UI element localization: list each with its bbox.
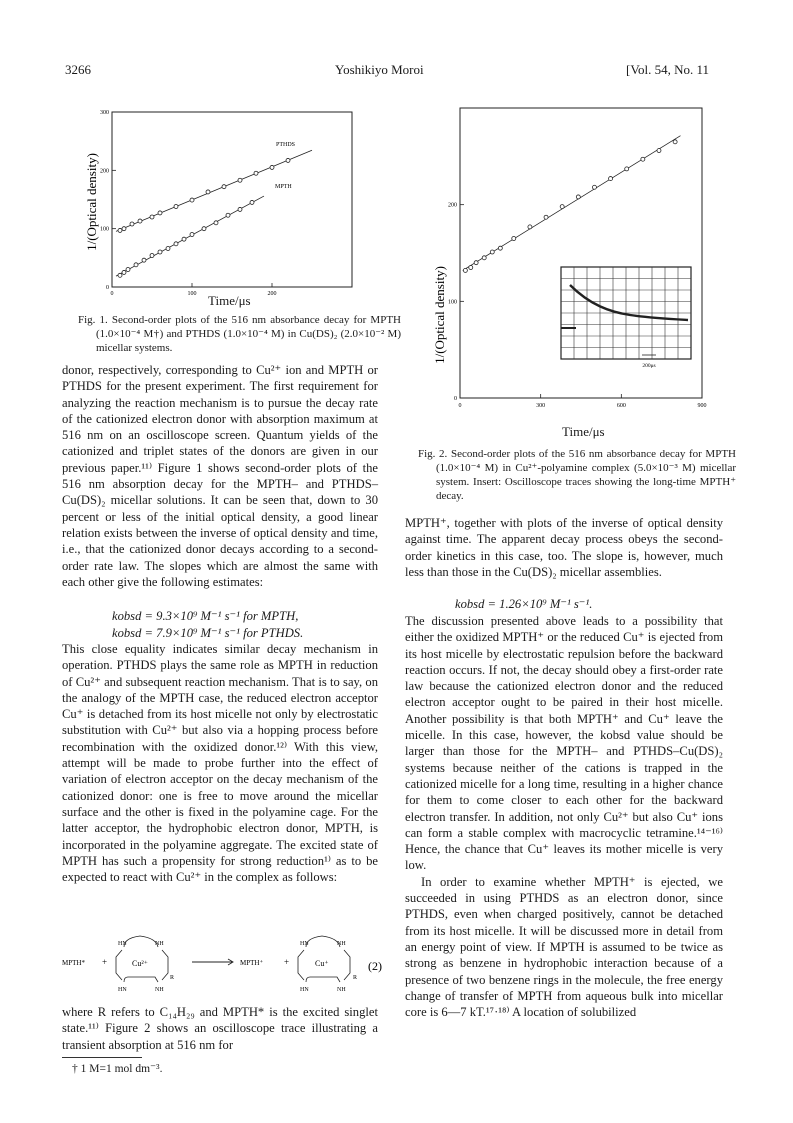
data-point-pthds: [254, 171, 258, 175]
x-tick-label: 300: [536, 403, 546, 409]
data-point-mpth: [134, 263, 138, 267]
data-point-mpth: [498, 246, 502, 250]
fit-line-mpth: [463, 136, 681, 271]
data-point-mpth: [202, 227, 206, 231]
x-tick-label: 100: [187, 291, 197, 297]
figure-1-caption: Fig. 1. Second-order plots of the 516 nm absorbance decay for MPTH (1.0×10⁻⁴ M†) and PTHDS (1.0×10⁻⁴ M) in Cu(DS)₂ (2.0×10⁻² M) micellar systems.: [78, 314, 401, 354]
y-tick-label: 100: [448, 299, 457, 306]
svg-text:Cu²⁺: Cu²⁺: [132, 959, 148, 968]
y-tick-label: 200: [448, 202, 457, 209]
data-point-mpth: [512, 237, 516, 241]
y-tick-label: 0: [106, 285, 109, 291]
svg-text:Cu⁺: Cu⁺: [315, 959, 329, 968]
data-point-mpth: [474, 261, 478, 265]
data-point-pthds: [270, 165, 274, 169]
right-paragraph-3: In order to examine whether MPTH⁺ is ejected, we succeeded in using PTHDS as an electron donor, since PTHDS, even when charged positively, cannot be detached from its host micelle. It will be discussed more in detail from an energy point of view. If MPTH is assumed to be twice as strong as benzene in hydrophobic interaction because of a presence of two benzene rings in the molecule, the free energy change of transfer of MPTH from aqueous bulk into micellar core is 6—7 kT.¹⁷·¹⁸⁾ A location of solubilized: [405, 874, 723, 1020]
right-paragraph-1: MPTH⁺, together with plots of the inverse of optical density against time. The apparent decay process obeys the second-order kinetics in this case, too. The slope is, however, much less than those in the Cu(DS)₂ micellar assemblies.: [405, 516, 723, 579]
data-point-mpth: [238, 207, 242, 211]
left-paragraph-2: This close equality indicates similar decay mechanism in operation. PTHDS plays the same role as MPTH in reduction of Cu²⁺ and subsequent reaction mechanism. That is to say, on the analogy of the MPTH case, the reduced electron acceptor Cu⁺ is detached from its host micelle not only by electrostatic substitution with Cu²⁺ but also via a hopping process before recombination with the oxidized donor.¹²⁾ With this view, attempt will be made to probe further into the effect of variation of electron acceptor on the decay mechanism of the cationized donor: one is free to move around the micellar surface and the other is fixed in the polyamine cage. For the latter acceptor, the hydrophobic electron donor, MPTH, is incorporated in the polyamine aggregate. The excited state of MPTH has such a propensity for strong reduction¹⁾ as to be expected to react with Cu²⁺ in the complex as follows:: [62, 642, 378, 885]
y-axis-label: 1/(Optical density): [432, 266, 447, 364]
data-point-pthds: [206, 190, 210, 194]
data-point-mpth: [122, 270, 126, 274]
x-tick-label: 0: [110, 291, 114, 297]
data-point-mpth: [641, 157, 645, 161]
data-point-pthds: [286, 158, 290, 162]
data-point-mpth: [182, 237, 186, 241]
rate-equation-mpth: kobsd = 9.3×10⁹ M⁻¹ s⁻¹ for MPTH,: [112, 609, 299, 623]
data-point-pthds: [130, 222, 134, 226]
data-point-pthds: [222, 185, 226, 189]
x-tick-label: 600: [616, 403, 626, 409]
plot-frame: [112, 112, 352, 287]
data-point-mpth: [469, 266, 473, 270]
right-paragraph-2: The discussion presented above leads to a possibility that either the oxidized MPTH⁺ or the reduced Cu⁺ is ejected from its host micelle by electrostatic repulsion before the backward reaction occurs. If not, the decay should obey a first-order rate law because the cationized electron donor and the reduced electron acceptor ought to be paired in their host micelle. Another possibility is that both MPTH⁺ and Cu⁺ leave the micelle. In this case, however, the kobsd value should be larger than those for the MPTH– and PTHDS–Cu(DS)₂ systems because neither of the cations is trapped in the cationized micelle for a long time, resulting in a higher chance for them to come closer to each other for the backward electron transfer. In addition, not only Cu²⁺ but also Cu⁺ ions can form a stable complex with macrocyclic tetramine.¹⁴⁻¹⁶⁾ Hence, the chance that Cu⁺ leaves its mother micelle is very low.: [405, 614, 723, 873]
data-point-mpth: [174, 242, 178, 246]
data-point-mpth: [544, 215, 548, 219]
data-point-mpth: [150, 254, 154, 258]
svg-text:NH: NH: [155, 987, 164, 993]
series-label-mpth: MPTH: [275, 184, 292, 190]
figure-1-chart: [80, 102, 370, 302]
svg-text:(2): (2): [368, 959, 382, 973]
svg-text:+: +: [102, 957, 108, 967]
y-axis-label: 1/(Optical density): [84, 153, 99, 251]
footnote: † 1 M=1 mol dm⁻³.: [72, 1063, 163, 1075]
running-author: Yoshikiyo Moroi: [335, 62, 424, 77]
data-point-mpth: [158, 250, 162, 254]
svg-text:NH: NH: [337, 987, 346, 993]
data-point-mpth: [625, 167, 629, 171]
series-label-pthds: PTHDS: [276, 142, 296, 148]
data-point-mpth: [482, 256, 486, 260]
svg-text:HN: HN: [300, 941, 309, 947]
y-tick-label: 0: [454, 396, 457, 402]
data-point-mpth: [528, 225, 532, 229]
data-point-mpth: [250, 200, 254, 204]
inset-scale-label: 200μs: [642, 363, 656, 369]
data-point-mpth: [166, 247, 170, 251]
left-paragraph-1: donor, respectively, corresponding to Cu²⁺ ion and MPTH or PTHDS for the present experiment. The first requirement for analyzing the reaction mechanism is to pursue the decay rate of the cationized electron donor with absorption maximum at 516 nm on an oscilloscope screen. Quantum yields of the cationized and triplet states of the donors are given in our previous paper.¹¹⁾ Figure 1 shows second-order plots of the 516 nm absorption decay for the MPTH– and PTHDS–Cu(DS)₂ micellar solutions. It can be seen that, down to 30 percent or less of the initial optical density, a good linear relation exists between the inverse of optical density and time, i.e., that the cationized donor decays according to a second-order rate law. The slopes which are almost the same with each other give the following estimates:: [62, 363, 378, 589]
x-tick-label: 200: [267, 291, 277, 297]
data-point-mpth: [576, 195, 580, 199]
data-point-mpth: [142, 258, 146, 262]
svg-text:NH: NH: [337, 941, 346, 947]
data-point-mpth: [190, 233, 194, 237]
data-point-mpth: [592, 185, 596, 189]
data-point-pthds: [118, 228, 122, 232]
rate-equation-pthds: kobsd = 7.9×10⁹ M⁻¹ s⁻¹ for PTHDS.: [112, 626, 304, 640]
data-point-mpth: [490, 250, 494, 254]
data-point-mpth: [214, 221, 218, 225]
svg-text:HN: HN: [118, 987, 127, 993]
figure-2-chart: [430, 100, 710, 416]
data-point-pthds: [138, 219, 142, 223]
journal-reference: [Vol. 54, No. 11: [626, 62, 710, 77]
data-point-pthds: [238, 178, 242, 182]
copper-complex-left: [116, 936, 174, 993]
y-tick-label: 300: [100, 110, 109, 116]
svg-text:HN: HN: [118, 941, 127, 947]
data-point-mpth: [673, 140, 677, 144]
data-point-mpth: [657, 149, 661, 153]
y-tick-label: 200: [100, 168, 109, 175]
page-number: 3266: [65, 62, 91, 77]
data-point-pthds: [122, 227, 126, 231]
data-point-mpth: [126, 268, 130, 272]
y-tick-label: 100: [100, 226, 109, 233]
data-point-mpth: [118, 273, 122, 277]
reaction-scheme: [62, 932, 392, 994]
x-tick-label: 900: [697, 403, 707, 409]
svg-text:+: +: [284, 957, 290, 967]
fit-line-pthds: [116, 150, 312, 231]
rate-equation-polyamine: kobsd = 1.26×10⁹ M⁻¹ s⁻¹.: [455, 597, 593, 611]
data-point-mpth: [463, 268, 467, 272]
data-point-mpth: [560, 205, 564, 209]
svg-text:NH: NH: [155, 941, 164, 947]
svg-text:R: R: [353, 975, 358, 981]
fig1-x-axis-label: Time/μs: [208, 293, 251, 308]
footnote-rule: [62, 1057, 142, 1058]
svg-text:HN: HN: [300, 987, 309, 993]
data-point-mpth: [609, 177, 613, 181]
data-point-pthds: [158, 211, 162, 215]
data-point-pthds: [190, 198, 194, 202]
x-tick-label: 0: [458, 403, 462, 409]
left-paragraph-3: where R refers to C₁₄H₂₉ and MPTH* is the excited singlet state.¹¹⁾ Figure 2 shows an oscilloscope trace illustrating a transient absorption at 516 nm for: [62, 1005, 378, 1052]
copper-complex-right: [298, 936, 357, 993]
oscilloscope-inset: [561, 267, 691, 359]
data-point-pthds: [150, 215, 154, 219]
svg-text:R: R: [170, 975, 175, 981]
data-point-pthds: [174, 205, 178, 209]
fig2-x-axis-label: Time/μs: [562, 424, 605, 439]
svg-text:MPTH*: MPTH*: [62, 959, 85, 967]
figure-2-caption: Fig. 2. Second-order plots of the 516 nm absorbance decay for MPTH (1.0×10⁻⁴ M) in Cu²⁺-polyamine complex (5.0×10⁻³ M) micellar system. Insert: Oscilloscope traces showing the long-time MPTH⁺ decay.: [418, 448, 736, 502]
data-point-mpth: [226, 213, 230, 217]
svg-text:MPTH⁺: MPTH⁺: [240, 959, 264, 967]
